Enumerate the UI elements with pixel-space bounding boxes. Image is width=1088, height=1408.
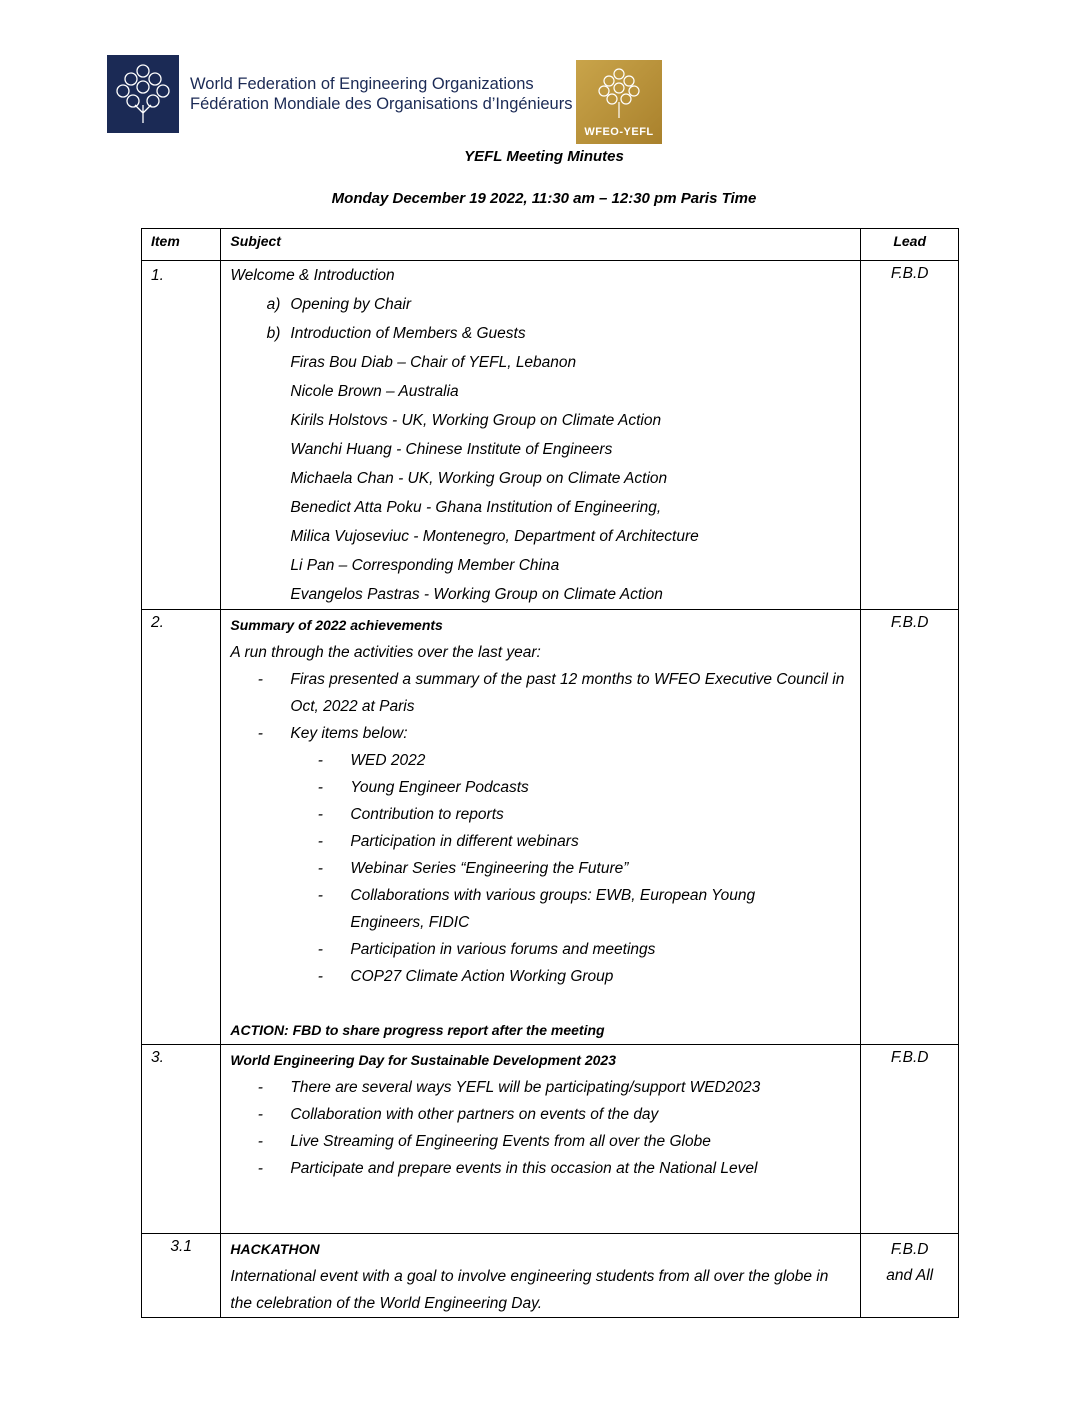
member-item: Nicole Brown – Australia	[290, 383, 459, 400]
list-text: Young Engineer Podcasts	[350, 779, 529, 796]
subject-intro: A run through the activities over the last year:	[230, 644, 541, 661]
sub-list-item	[230, 801, 860, 828]
list-marker: b)	[266, 325, 281, 342]
table-row	[142, 1045, 959, 1234]
subject-text: International event with a goal to involve engineering students from all over the globe in the celebration of the World Engineering Day.	[230, 1268, 829, 1312]
list-text: Participate and prepare events in this occasion at the National Level	[290, 1160, 758, 1177]
sub-list-item	[230, 774, 860, 801]
list-text: Participation in various forums and meetings	[350, 941, 656, 958]
table-row	[142, 610, 959, 1045]
subject-title: Summary of 2022 achievements	[230, 617, 443, 633]
table-row	[142, 261, 959, 610]
subject-title: World Engineering Day for Sustainable Development 2023	[230, 1052, 617, 1068]
list-marker: -	[257, 1160, 263, 1177]
member-item: Evangelos Pastras - Working Group on Climate Action	[290, 586, 663, 603]
list-text: Collaborations with various groups: EWB, European Young Engineers, FIDIC	[350, 887, 756, 931]
list-text: COP27 Climate Action Working Group	[350, 968, 614, 985]
list-text: WED 2022	[350, 752, 426, 769]
agenda-table	[141, 228, 959, 1318]
lead-cell: F.B.D	[890, 1241, 929, 1258]
sub-list-item	[230, 747, 860, 774]
member-item: Milica Vujoseviuc - Montenegro, Department of Architecture	[290, 528, 699, 545]
header-lead: Lead	[861, 229, 959, 261]
list-item	[230, 1074, 860, 1101]
lead-cell: F.B.D	[861, 1045, 959, 1234]
list-marker: -	[317, 887, 323, 904]
member-item: Kirils Holstovs - UK, Working Group on Climate Action	[290, 412, 662, 429]
list-marker: a)	[266, 296, 281, 313]
header-item: Item	[142, 229, 221, 261]
list-item	[230, 720, 860, 747]
list-marker: -	[257, 671, 263, 688]
list-item	[230, 1128, 860, 1155]
meeting-date: Monday December 19 2022, 11:30 am – 12:30 pm Paris Time	[331, 190, 757, 207]
sub-list-item	[230, 963, 860, 990]
list-marker: -	[317, 833, 323, 850]
list-marker: -	[317, 806, 323, 823]
list-marker: -	[257, 1106, 263, 1123]
table-row	[142, 1234, 959, 1318]
sub-list-item	[230, 882, 860, 936]
document-title: YEFL Meeting Minutes	[464, 148, 624, 165]
member-item: Benedict Atta Poku - Ghana Institution of Engineering,	[290, 499, 662, 516]
list-item	[230, 290, 860, 319]
list-marker: -	[257, 1079, 263, 1096]
table-header-row	[142, 229, 959, 261]
list-text: Contribution to reports	[350, 806, 504, 823]
organization-name	[190, 74, 572, 114]
wfeo-yefl-logo	[576, 60, 662, 144]
list-text: Participation in different webinars	[350, 833, 579, 850]
member-item: Firas Bou Diab – Chair of YEFL, Lebanon	[290, 354, 577, 371]
list-marker: -	[317, 860, 323, 877]
logo-text: WFEO-YEFL	[584, 126, 654, 138]
lead-cell: and All	[886, 1267, 934, 1284]
list-text: Collaboration with other partners on events of the day	[290, 1106, 659, 1123]
member-item: Michaela Chan - UK, Working Group on Climate Action	[290, 470, 668, 487]
lead-cell: F.B.D	[861, 261, 959, 610]
list-marker: -	[317, 779, 323, 796]
action-note: ACTION: FBD to share progress report after the meeting	[230, 1022, 605, 1038]
list-marker: -	[257, 725, 263, 742]
item-number: 2.	[151, 614, 164, 631]
sub-list-item	[230, 828, 860, 855]
list-item	[230, 666, 860, 720]
wfeo-logo	[107, 55, 179, 133]
list-text: Opening by Chair	[290, 296, 412, 313]
item-number: 3.1	[170, 1238, 192, 1255]
list-text: Live Streaming of Engineering Events from all over the Globe	[290, 1133, 711, 1150]
subject-title: HACKATHON	[230, 1241, 320, 1257]
list-item	[230, 1155, 860, 1182]
subject-title: Welcome & Introduction	[230, 267, 395, 284]
header-subject: Subject	[221, 229, 861, 261]
list-marker: -	[317, 968, 323, 985]
list-text: Introduction of Members & Guests	[290, 325, 526, 342]
list-marker: -	[317, 752, 323, 769]
list-marker: -	[257, 1133, 263, 1150]
list-text: Key items below:	[290, 725, 408, 742]
item-number: 3.	[151, 1049, 164, 1066]
org-name-fr: Fédération Mondiale des Organisations d’Ingénieurs	[190, 95, 573, 113]
lead-cell: F.B.D	[861, 610, 959, 1045]
member-item: Wanchi Huang - Chinese Institute of Engineers	[290, 441, 613, 458]
item-number: 1.	[151, 267, 164, 284]
list-item	[230, 1101, 860, 1128]
org-name-en: World Federation of Engineering Organizations	[190, 75, 534, 93]
list-text: Firas presented a summary of the past 12 months to WFEO Executive Council in Oct, 2022 at Paris	[290, 671, 845, 715]
list-item	[230, 319, 860, 348]
list-marker: -	[317, 941, 323, 958]
sub-list-item	[230, 936, 860, 963]
sub-list-item	[230, 855, 860, 882]
member-item: Li Pan – Corresponding Member China	[290, 557, 560, 574]
list-text: Webinar Series “Engineering the Future”	[350, 860, 629, 877]
list-text: There are several ways YEFL will be participating/support WED2023	[290, 1079, 761, 1096]
